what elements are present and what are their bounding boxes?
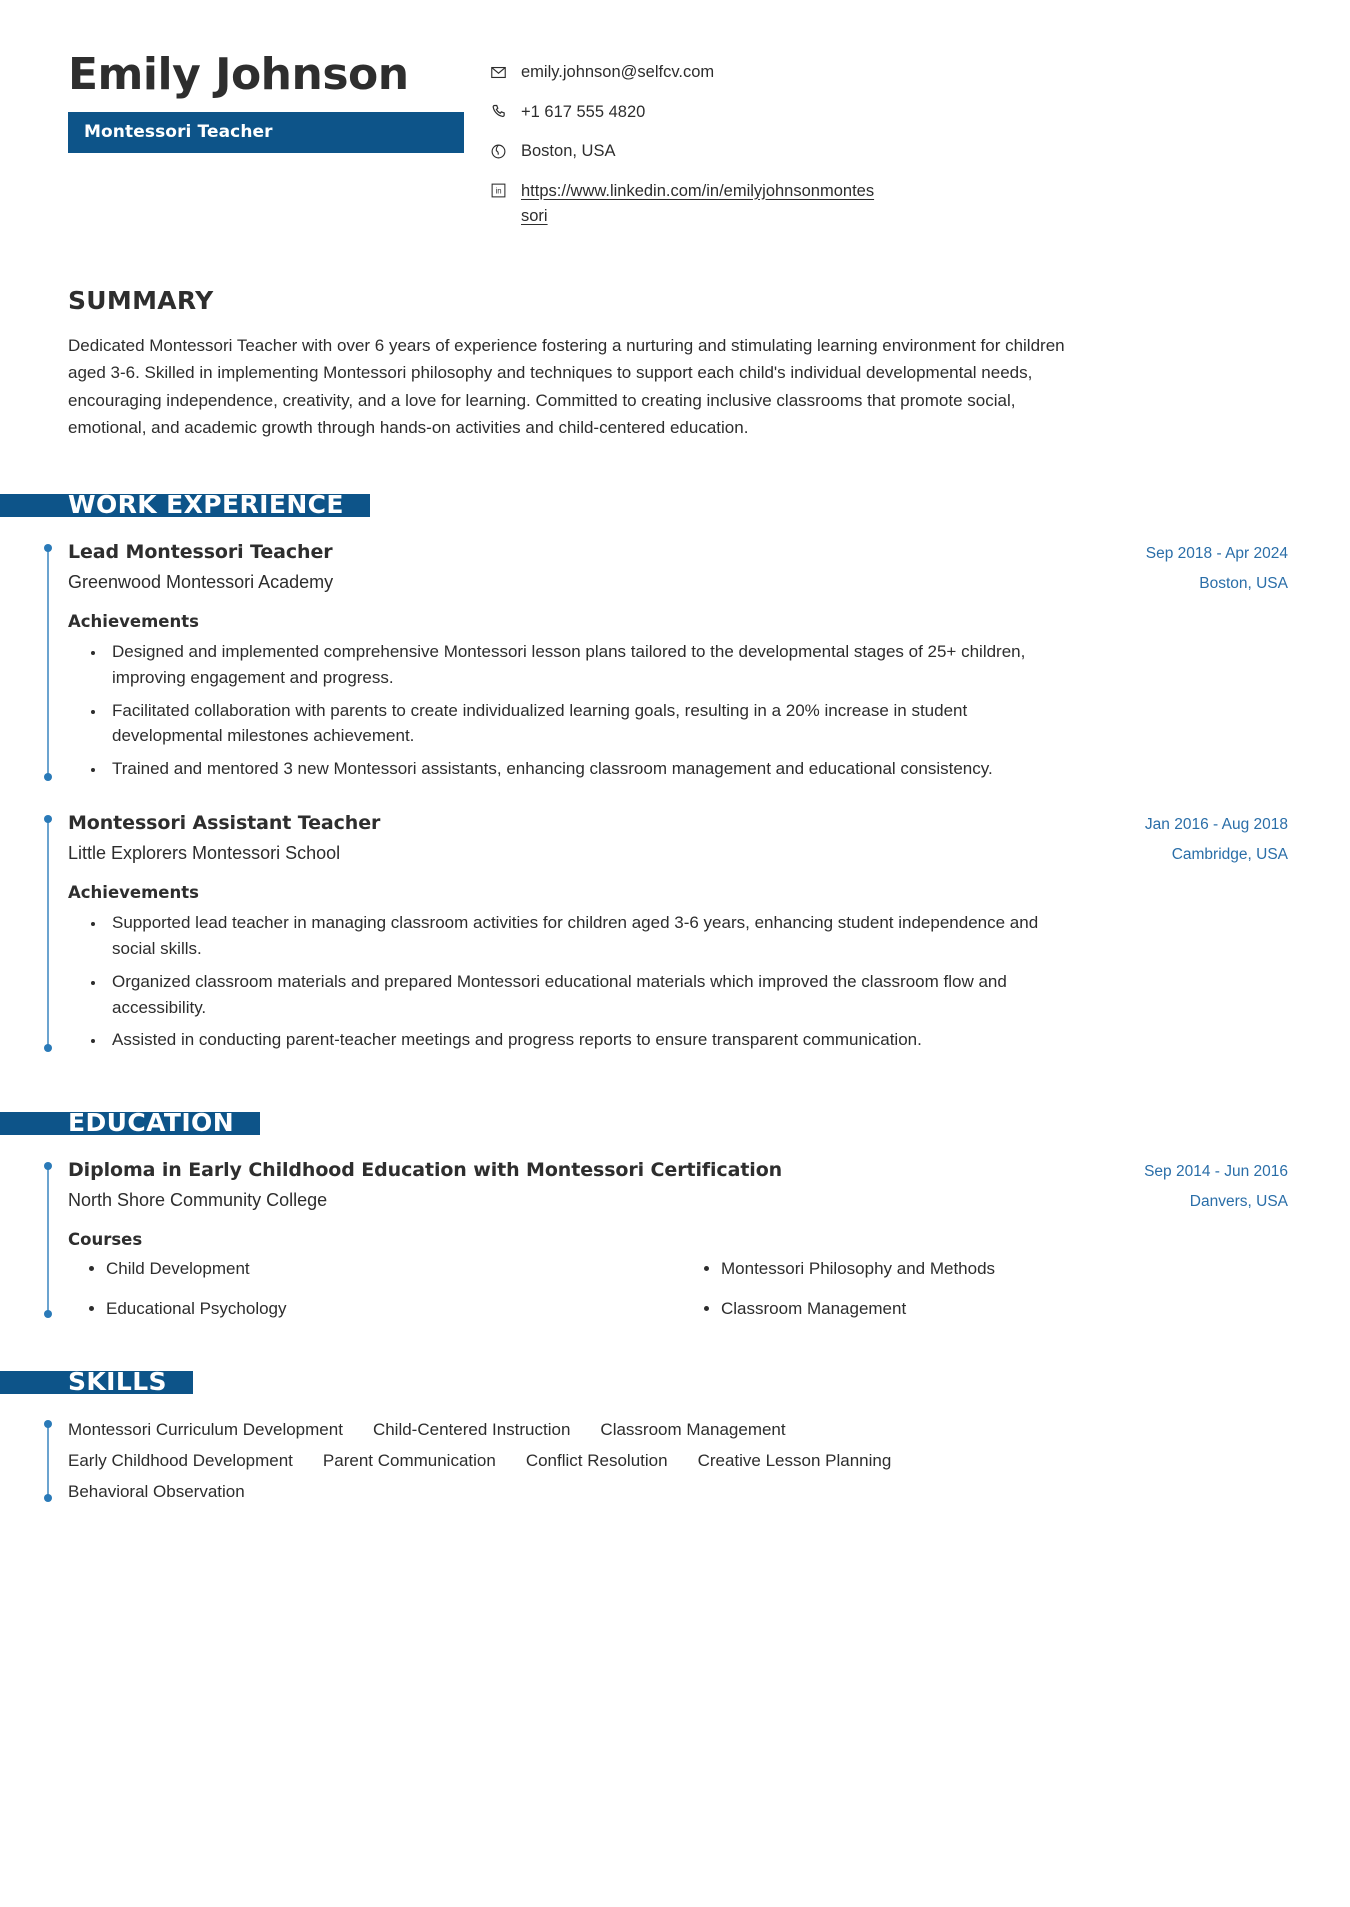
education-entry: [45, 1159, 1288, 1319]
work-experience-banner-wrap: [0, 442, 1350, 517]
skill-item: Child-Centered Instruction: [372, 1420, 571, 1440]
svg-text:in: in: [494, 186, 502, 196]
contact-item-location: [488, 139, 1288, 165]
list-item: • Supported lead teacher in managing classroom activities for children aged 3-6 years, enhancing student independence and social skills.: [106, 910, 1066, 962]
work-entry-bullets: [68, 910, 1288, 1053]
skill-item: Parent Communication: [322, 1451, 496, 1471]
education-heading: EDUCATION: [0, 1112, 260, 1135]
work-entry-organization: Little Explorers Montessori School: [68, 843, 341, 864]
envelope-icon: [488, 62, 508, 82]
timeline-dot-bottom: [44, 773, 52, 781]
list-item: • Classroom Management: [721, 1299, 1288, 1319]
timeline-dot-top: [44, 1162, 52, 1170]
work-entry: [45, 812, 1288, 1053]
timeline-dot-bottom: [44, 1494, 52, 1502]
work-entry-title: Montessori Assistant Teacher: [68, 812, 381, 835]
list-item: • Designed and implemented comprehensive Montessori lesson plans tailored to the developmental stages of 25+ children, improving engagement and progress.: [106, 639, 1066, 691]
header-identity: [68, 49, 488, 153]
skills-list: [68, 1420, 968, 1502]
contact-linkedin-link[interactable]: https://www.linkedin.com/in/emilyjohnsonmontessori: [521, 181, 875, 226]
education-entry-sublabel: Courses: [68, 1230, 143, 1250]
job-title-badge: Montessori Teacher: [68, 112, 464, 153]
contact-location-text: Boston, USA: [521, 142, 616, 161]
list-item: • Assisted in conducting parent-teacher meetings and progress reports to ensure transparent communication.: [106, 1027, 1066, 1053]
contact-item-phone: [488, 100, 1288, 126]
work-entry-title: Lead Montessori Teacher: [68, 540, 333, 563]
education-entry-title: Diploma in Early Childhood Education with Montessori Certification: [68, 1159, 783, 1182]
timeline-dot-top: [44, 1420, 52, 1428]
work-experience-heading: WORK EXPERIENCE: [0, 494, 370, 517]
timeline-dot-top: [44, 815, 52, 823]
work-entry-sublabel: Achievements: [68, 883, 199, 903]
contact-phone-text: +1 617 555 4820: [521, 102, 646, 121]
summary-heading: SUMMARY: [68, 285, 214, 315]
list-item: • Facilitated collaboration with parents to create individualized learning goals, resulting in a 20% increase in student developmental milestones achievement.: [106, 698, 1066, 750]
section-education: [0, 1159, 1350, 1319]
list-item: • Organized classroom materials and prepared Montessori educational materials which improved the classroom flow and accessibility.: [106, 969, 1066, 1021]
education-entry-date: Sep 2014 - Jun 2016: [1144, 1163, 1288, 1181]
skills-heading: SKILLS: [0, 1371, 193, 1394]
list-item: • Child Development: [106, 1259, 673, 1279]
skill-item: Classroom Management: [600, 1420, 786, 1440]
education-entry-organization: North Shore Community College: [68, 1190, 328, 1211]
work-entry-bullets: [68, 639, 1288, 782]
skill-item: Creative Lesson Planning: [697, 1451, 892, 1471]
contact-item-linkedin[interactable]: [488, 179, 1288, 230]
work-entry-location: Boston, USA: [1199, 574, 1288, 592]
skill-item: Montessori Curriculum Development: [68, 1420, 343, 1440]
list-item: • Trained and mentored 3 new Montessori assistants, enhancing classroom management and educational consistency.: [106, 756, 1066, 782]
skill-item: Early Childhood Development: [68, 1451, 293, 1471]
contact-item-email: [488, 60, 1288, 86]
linkedin-icon: [488, 181, 508, 201]
list-item: • Montessori Philosophy and Methods: [721, 1259, 1288, 1279]
work-entry-sublabel: Achievements: [68, 611, 199, 631]
education-courses: [68, 1259, 1288, 1319]
phone-icon: [488, 102, 508, 122]
timeline-rail: [47, 819, 49, 1048]
work-entry-location: Cambridge, USA: [1171, 846, 1288, 864]
section-work-experience: [0, 541, 1350, 1053]
timeline-dot-bottom: [44, 1310, 52, 1318]
timeline-dot-top: [44, 544, 52, 552]
work-entry-date: Sep 2018 - Apr 2024: [1145, 544, 1288, 562]
timeline-rail: [47, 1166, 49, 1314]
skills-banner-wrap: [0, 1319, 1350, 1397]
page-title: Emily Johnson: [68, 49, 409, 100]
skill-item: Conflict Resolution: [525, 1451, 668, 1471]
education-entry-location: Danvers, USA: [1189, 1193, 1288, 1211]
summary-text: Dedicated Montessori Teacher with over 6 years of experience fostering a nurturing and stimulating learning environment for children aged 3-6. Skilled in implementing Montessori philosophy and techniques to support each child's individual developmental needs, encouraging independence, creativity, and a love for learning. Committed to creating inclusive classrooms that promote social, emotional, and academic growth through hands-on activities and child-centered education.: [68, 335, 1065, 438]
contact-list: [488, 52, 1288, 230]
globe-icon: [488, 141, 508, 161]
timeline-rail: [47, 1424, 49, 1498]
work-entry: [45, 541, 1288, 782]
work-entry-date: Jan 2016 - Aug 2018: [1144, 816, 1288, 834]
timeline-rail: [47, 548, 49, 777]
list-item: • Educational Psychology: [106, 1299, 673, 1319]
section-skills: [0, 1420, 1350, 1502]
timeline-dot-bottom: [44, 1044, 52, 1052]
education-banner-wrap: [0, 1060, 1350, 1138]
contact-email-text: emily.johnson@selfcv.com: [521, 63, 715, 81]
work-entry-organization: Greenwood Montessori Academy: [68, 571, 334, 592]
resume-header: [0, 0, 1350, 230]
skill-item: Behavioral Observation: [68, 1482, 245, 1502]
skills-container: [45, 1420, 1288, 1502]
section-summary: [0, 286, 1350, 442]
